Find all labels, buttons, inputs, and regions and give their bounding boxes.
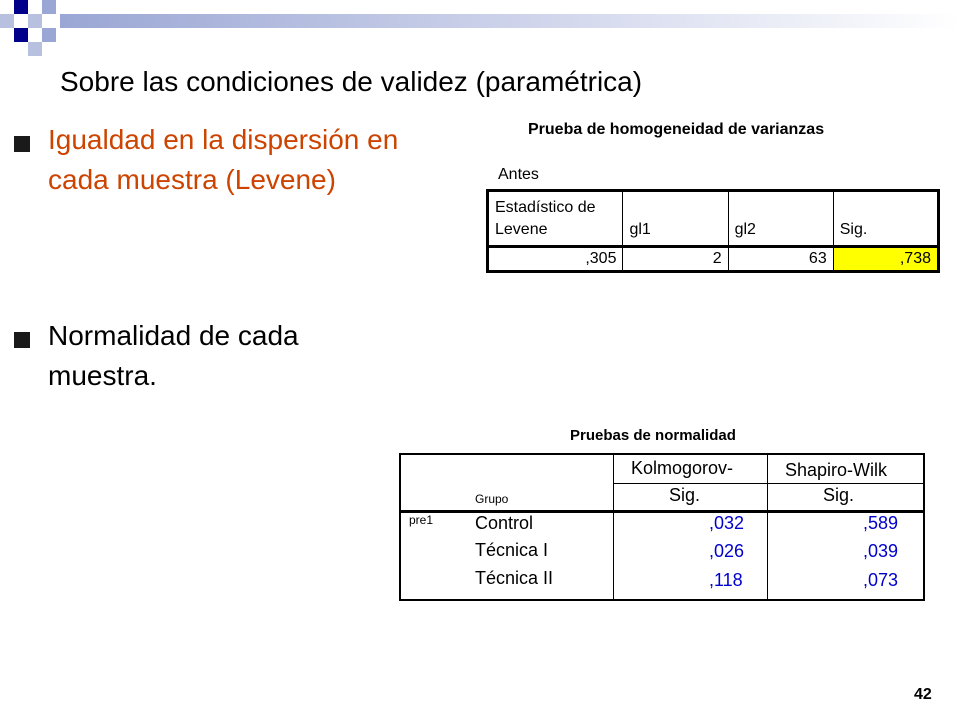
corner-square-mid	[28, 42, 42, 56]
corner-square-light	[42, 28, 56, 42]
corner-square-mid	[0, 14, 14, 28]
table-row	[488, 247, 939, 272]
column-divider	[767, 455, 768, 599]
sw-sig-value: ,039	[863, 541, 899, 561]
sig-header-ks: Sig.	[669, 485, 701, 505]
highlighted-sig-cell: ,738	[833, 247, 938, 272]
corner-square-dark	[14, 0, 28, 14]
corner-square-dark	[14, 28, 28, 42]
ks-sig-value: ,032	[709, 513, 745, 533]
header-cell: Sig.	[833, 191, 938, 247]
levene-table	[486, 189, 940, 273]
test-header-ks: Kolmogorov-	[631, 458, 734, 478]
bullet-text: Igualdad en la dispersión en cada muestra (Levene)	[48, 124, 399, 195]
ks-sig-value: ,026	[709, 541, 745, 561]
group-label: Técnica I	[475, 540, 549, 560]
variable-label: pre1	[409, 513, 434, 527]
value-cell: 63	[728, 247, 833, 272]
square-bullet-icon	[14, 332, 30, 348]
test-header-sw: Shapiro-Wilk	[785, 460, 888, 480]
header-cell: Estadístico de Levene	[488, 191, 623, 247]
group-label: Control	[475, 513, 534, 533]
header-gradient-band	[60, 14, 960, 28]
header-cell: gl2	[728, 191, 833, 247]
ks-sig-value: ,118	[709, 570, 743, 590]
slide-title: Sobre las condiciones de validez (paramétrica)	[60, 66, 643, 97]
column-divider	[613, 455, 614, 599]
square-bullet-icon	[14, 136, 30, 152]
sig-header-sw: Sig.	[823, 485, 855, 505]
levene-table-title: Prueba de homogeneidad de varianzas	[528, 121, 825, 138]
bullet-item	[14, 120, 414, 260]
levene-table-subtitle: Antes	[498, 166, 539, 183]
row-divider	[613, 483, 923, 484]
bullet-text: Normalidad de cada muestra.	[48, 320, 299, 391]
header-cell: gl1	[623, 191, 728, 247]
corner-square-light	[42, 0, 56, 14]
normality-table	[399, 453, 925, 601]
sw-sig-value: ,073	[863, 570, 899, 590]
sw-sig-value: ,589	[863, 513, 899, 533]
group-header: Grupo	[475, 492, 509, 506]
corner-square-mid	[28, 14, 42, 28]
group-label: Técnica II	[475, 568, 554, 588]
normality-table-title: Pruebas de normalidad	[570, 427, 736, 444]
corner-decoration	[0, 0, 960, 60]
value-cell: 2	[623, 247, 728, 272]
bullet-item	[14, 316, 414, 406]
value-cell: ,305	[488, 247, 623, 272]
page-number: 42	[914, 686, 932, 703]
table-header-row	[488, 191, 939, 247]
